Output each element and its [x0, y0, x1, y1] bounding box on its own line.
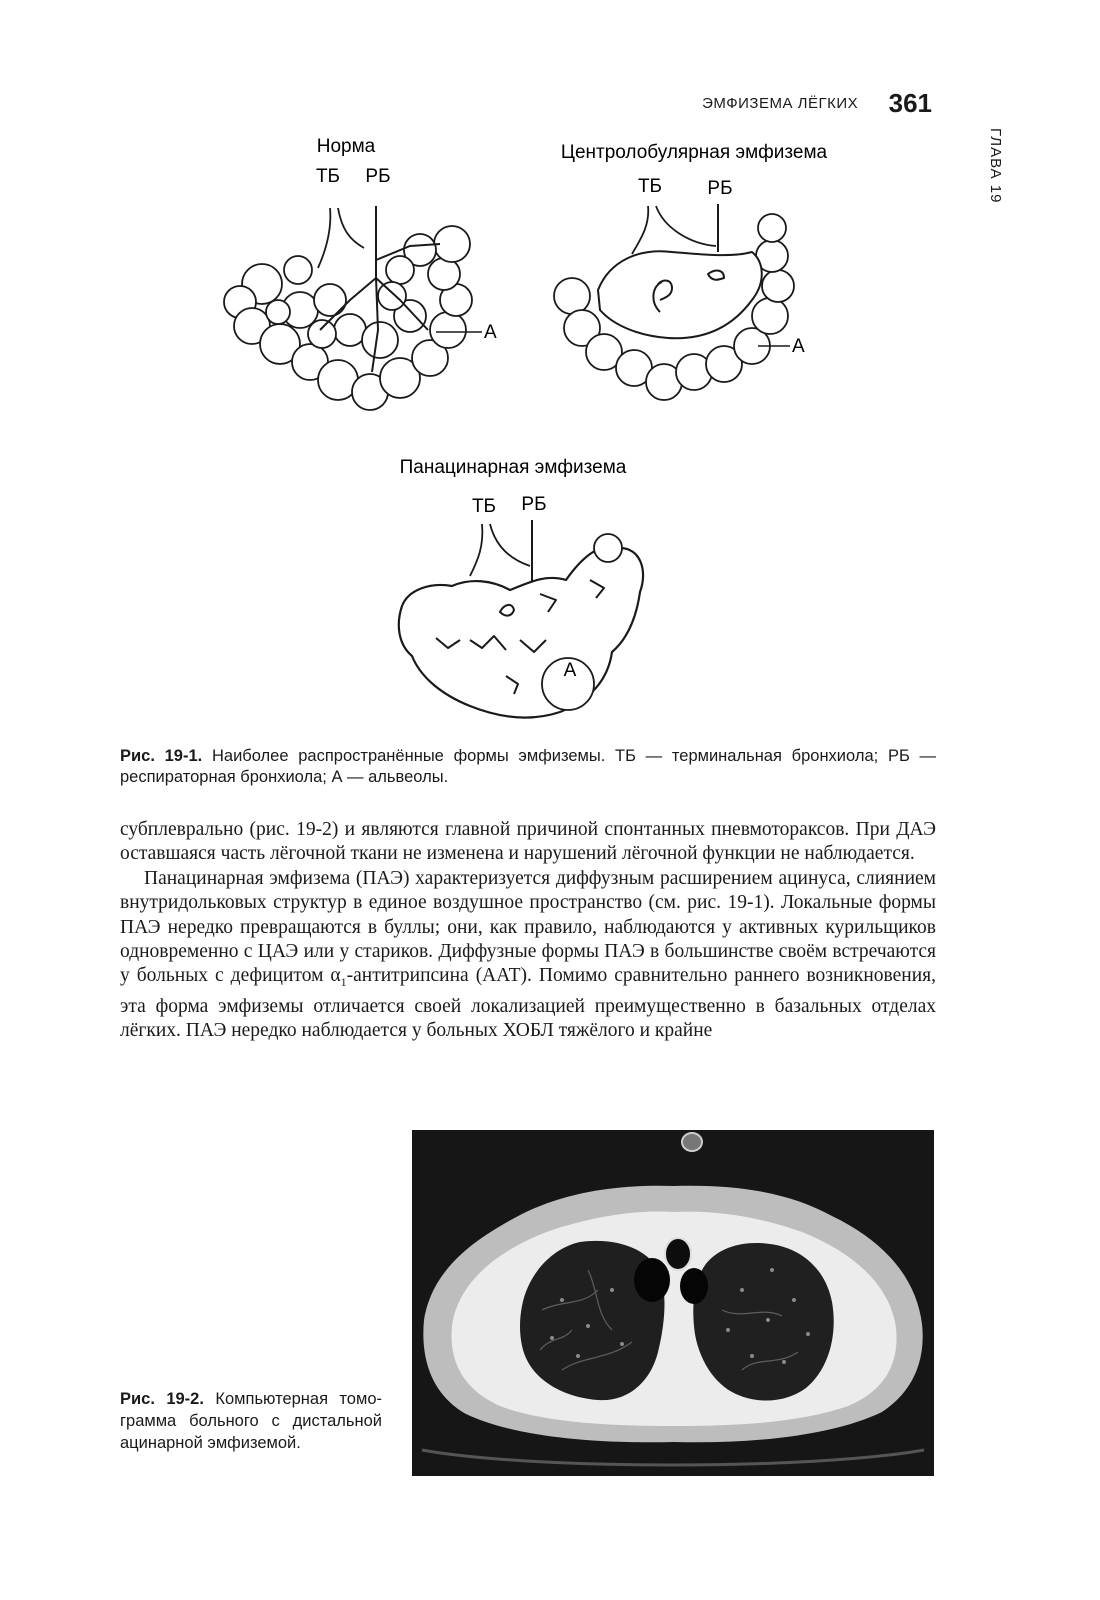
figure-19-2-ct-image: [412, 1130, 934, 1476]
diagram-centrilobular-label-a: А: [792, 336, 805, 357]
diagram-panacinar-label-a: А: [563, 660, 577, 681]
diagram-norma-drawing: [224, 206, 482, 410]
body-text: [120, 818, 936, 1044]
figure-19-2-caption: [120, 1388, 382, 1454]
body-paragraph-2-part-1: Панацинарная эмфизема (ПАЭ) характеризуется диффузным расширением ацинуса, слиянием внутридольковых структур в единое воздушное пространство (см. рис. 19-1). Локальные формы ПАЭ нередко превращаются в буллы; они, как правило, наблюдаются у активных курильщиков одновременно с ЦАЭ или у стариков. Диффузные формы ПАЭ в большинстве своём встречаются у больных с дефицитом α: [120, 867, 936, 987]
figure-19-1-caption: [120, 746, 936, 788]
figure-19-1-caption-label: Рис. 19-1.: [120, 747, 203, 765]
figure-19-1: [0, 120, 1100, 740]
running-title: ЭМФИЗЕМА ЛЁГКИХ: [702, 95, 859, 112]
body-paragraph-2: [120, 867, 936, 1044]
diagram-centrilobular-drawing: [554, 204, 794, 400]
diagram-panacinar-label-tb: ТБ: [471, 496, 497, 517]
diagram-panacinar-label-rb: РБ: [521, 494, 547, 515]
body-paragraph-2-subscript: 1: [340, 975, 347, 990]
diagram-panacinar-drawing: [399, 520, 643, 718]
body-paragraph-2-part-2: -антитрипсина (ААТ). Помимо сравнительно раннего возникновения, эта форма эмфиземы отличается своей локализацией преимущественно в базальных отделах лёгких. ПАЭ нередко наблюдается у больных ХОБЛ тяжёлого и крайне: [120, 965, 936, 1042]
diagram-centrilobular-label-rb: РБ: [707, 178, 733, 199]
figure-19-2-caption-label: Рис. 19-2.: [120, 1390, 204, 1408]
diagram-norma-label-tb: ТБ: [315, 166, 341, 187]
ct-scan-drawing: [412, 1130, 934, 1476]
figure-19-1-caption-text: Наиболее распространённые формы эмфиземы. ТБ — терминальная бронхиола; РБ — респираторная бронхиола; А — альвеолы.: [120, 747, 937, 786]
chapter-side-label: ГЛАВА 19: [987, 128, 1004, 204]
body-paragraph-1: субплеврально (рис. 19-2) и являются главной причиной спонтанных пневмотораксов. При ДАЭ оставшаяся часть лёгочной ткани не изменена и нарушений лёгочной функции не наблюдается.: [120, 819, 936, 865]
figure-19-1-drawing: [0, 120, 1100, 740]
figure-19-2-caption-text: Компьютерная томограмма больного с дистальной ацинарной эмфиземой.: [120, 1390, 383, 1452]
diagram-norma-label-rb: РБ: [365, 166, 391, 187]
diagram-centrilobular-label-tb: ТБ: [637, 176, 663, 197]
page-number: 361: [888, 88, 932, 118]
diagram-norma-title: Норма: [316, 136, 376, 157]
diagram-centrilobular-title: Центролобулярная эмфизема: [560, 142, 828, 163]
running-head: [560, 88, 932, 119]
diagram-norma-label-a: А: [484, 322, 497, 343]
diagram-panacinar-title: Панацинарная эмфизема: [399, 457, 627, 478]
